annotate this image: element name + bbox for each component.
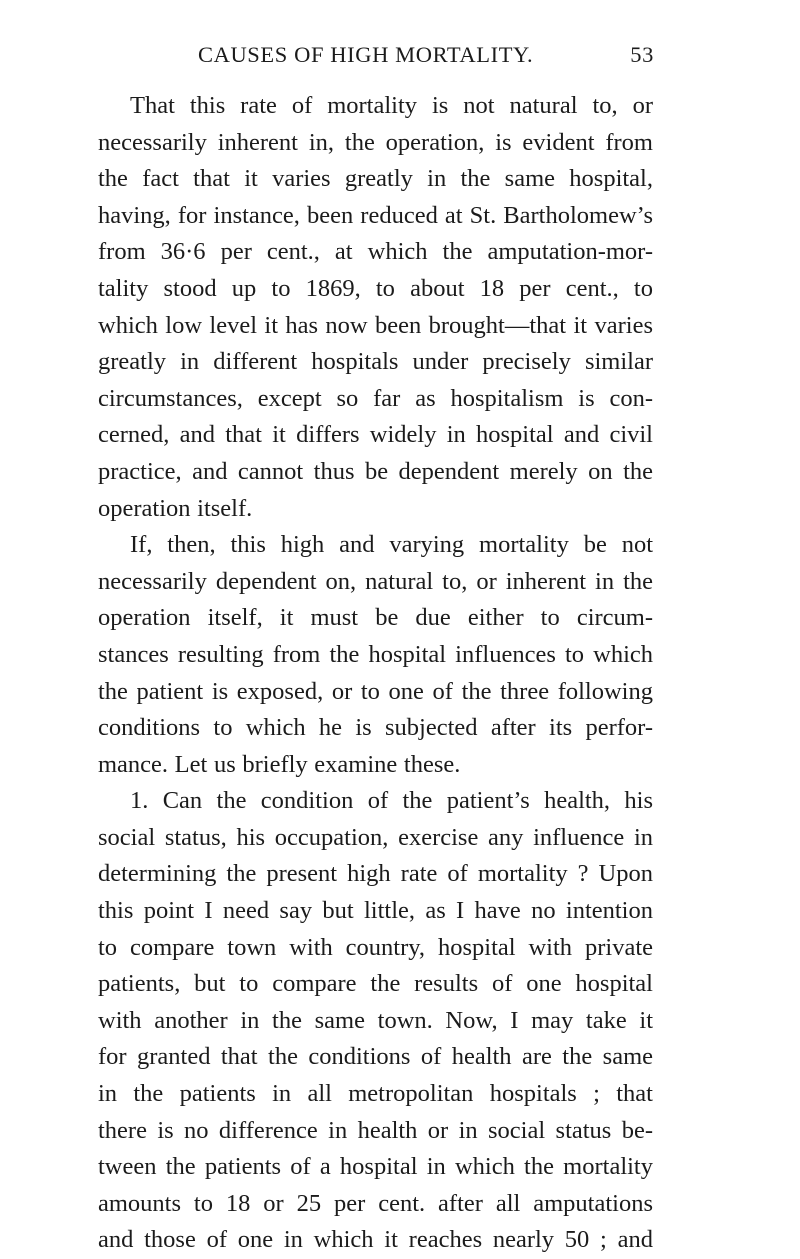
text-line: which low level it has now been brought—that it varies [98,311,653,339]
paragraph-3 [98,783,653,1259]
text-line: 1. Can the condition of the patient’s health, his [130,787,653,815]
text-line: the fact that it varies greatly in the same hospital, [98,165,653,193]
text-line: tween the patients of a hospital in which the mortality [98,1153,653,1181]
text-line: cerned, and that it differs widely in hospital and civil [98,421,653,449]
text-line: tality stood up to 1869, to about 18 per cent., to [98,274,653,302]
text-line: there is no difference in health or in social status be- [98,1116,653,1144]
text-line: That this rate of mortality is not natural to, or [130,92,653,119]
text-line: with another in the same town. Now, I may take it [98,1006,653,1034]
text-line: to compare town with country, hospital with private [98,933,653,961]
text-line: amounts to 18 or 25 per cent. after all amputations [98,1189,653,1217]
text-line: operation itself, it must be due either to circum- [98,604,653,632]
text-line: from 36·6 per cent., at which the amputation-mor- [98,238,653,266]
text-line: determining the present high rate of mortality ? Upon [98,860,653,888]
text-line: mance. Let us briefly examine these. [98,750,461,778]
text-line: conditions to which he is subjected after its perfor- [98,714,653,742]
body-text [98,88,653,1259]
text-line: for granted that the conditions of health are the same [98,1043,653,1071]
text-line: patients, but to compare the results of one hospital [98,970,653,998]
paragraph-1 [98,88,653,527]
text-line: necessarily inherent in, the operation, is evident from [98,128,653,156]
text-line: stances resulting from the hospital influences to which [98,640,653,668]
text-line: If, then, this high and varying mortality be not [130,531,653,559]
text-line: this point I need say but little, as I have no intention [98,897,653,925]
running-head [198,40,654,70]
text-line: operation itself. [98,494,253,522]
text-line: having, for instance, been reduced at St. Bartholomew’s [98,201,653,229]
text-line: necessarily dependent on, natural to, or inherent in the [98,567,653,595]
running-title: CAUSES OF HIGH MORTALITY. [198,42,534,67]
paragraph-2 [98,527,653,783]
text-line: in the patients in all metropolitan hospitals ; that [98,1080,653,1108]
text-line: the patient is exposed, or to one of the three following [98,677,653,705]
text-line: and those of one in which it reaches nearly 50 ; and [98,1226,653,1254]
text-line: circumstances, except so far as hospitalism is con- [98,384,653,412]
text-line: practice, and cannot thus be dependent merely on the [98,457,653,485]
page-number: 53 [630,42,654,67]
text-line: greatly in different hospitals under precisely similar [98,348,653,376]
text-line: social status, his occupation, exercise any influence in [98,823,653,851]
